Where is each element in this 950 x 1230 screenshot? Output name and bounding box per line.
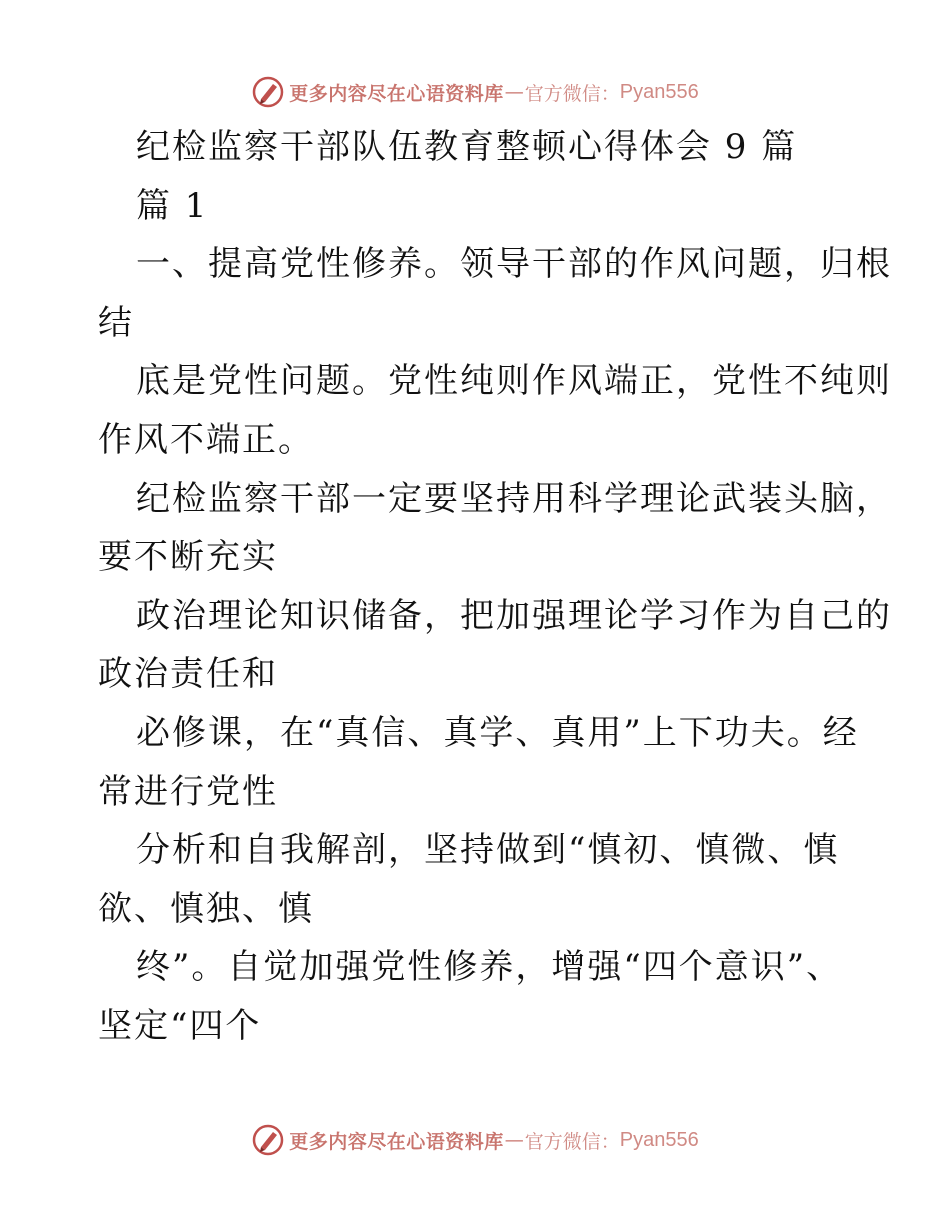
paragraph-line: 政治理论知识储备，把加强理论学习作为自己的 — [136, 595, 892, 636]
paragraph-line: 终”。自觉加强党性修养，增强“四个意识”、 — [136, 947, 843, 988]
paragraph-line: 欲、慎独、慎 — [98, 888, 314, 929]
banner-title: 更多内容尽在心语资料库 — [289, 82, 504, 105]
section-heading: 篇 1 — [136, 185, 209, 226]
banner-title: 更多内容尽在心语资料库 — [289, 1130, 504, 1153]
header-watermark-banner — [0, 72, 950, 112]
paragraph-line: 必修课，在“真信、真学、真用”上下功夫。经 — [136, 712, 859, 753]
banner-dash: — — [504, 81, 524, 103]
paragraph-line: 一、提高党性修养。领导干部的作风问题，归根 — [136, 244, 892, 285]
footer-watermark-banner — [0, 1120, 950, 1160]
banner-wechat-id: Pyan556 — [619, 1128, 699, 1151]
paragraph-line: 底是党性问题。党性纯则作风端正，党性不纯则 — [136, 361, 892, 402]
banner-wechat-label: 官方微信： — [524, 82, 620, 105]
paragraph-line: 常进行党性 — [98, 771, 278, 812]
paragraph-line: 要不断充实 — [98, 537, 278, 578]
banner-wechat-label: 官方微信： — [524, 1130, 620, 1153]
paragraph-line: 分析和自我解剖，坚持做到“慎初、慎微、慎 — [136, 830, 840, 871]
paragraph-line: 纪检监察干部一定要坚持用科学理论武装头脑， — [136, 478, 892, 519]
document-body — [98, 118, 892, 1056]
paragraph-line: 作风不端正。 — [98, 419, 314, 460]
paragraph-line: 结 — [98, 302, 134, 343]
pen-logo-icon — [251, 75, 285, 109]
pen-logo-icon — [251, 1123, 285, 1157]
paragraph-line: 坚定“四个 — [98, 1005, 262, 1046]
banner-dash: — — [504, 1129, 524, 1151]
paragraph-line: 政治责任和 — [98, 654, 278, 695]
banner-wechat-id: Pyan556 — [619, 80, 699, 103]
document-title: 纪检监察干部队伍教育整顿心得体会 9 篇 — [136, 127, 798, 167]
